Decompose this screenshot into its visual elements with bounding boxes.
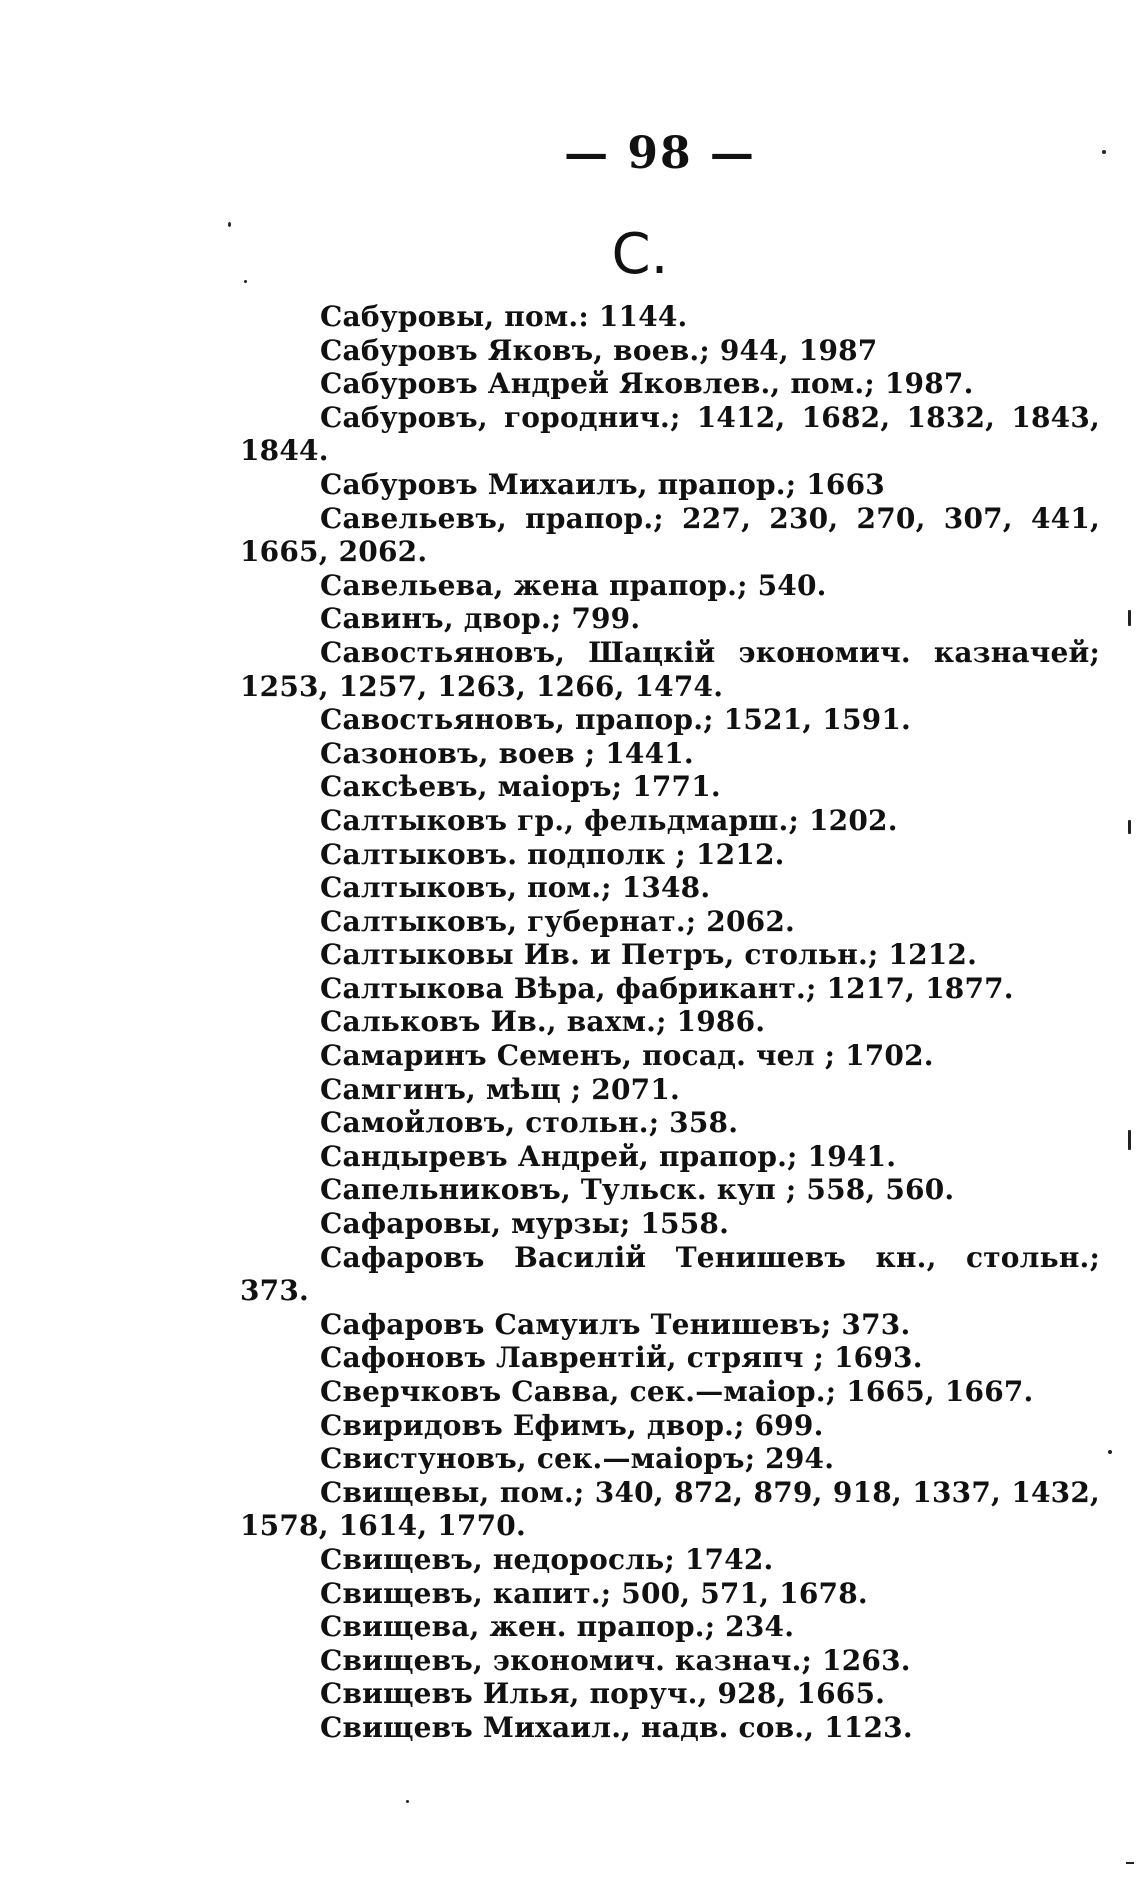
index-entry: Самаринъ Семенъ, посад. чел ; 1702. — [320, 1039, 934, 1073]
scan-speck — [1108, 1450, 1112, 1454]
index-entry: Сальковъ Ив., вахм.; 1986. — [320, 1005, 766, 1039]
section-heading: С. — [611, 222, 669, 287]
index-entry: Сафаровы, мурзы; 1558. — [320, 1207, 730, 1241]
index-entry: Свистуновъ, сек.—маіоръ; 294. — [320, 1442, 835, 1476]
scan-speck — [1128, 610, 1131, 626]
index-entry: Сапельниковъ, Тульск. куп ; 558, 560. — [320, 1173, 955, 1207]
index-entry: Салтыковъ гр., фельдмарш.; 1202. — [320, 803, 898, 837]
index-entry: Сабуровъ Михаилъ, прапор.; 1663 — [320, 467, 885, 501]
index-entry: Сафоновъ Лаврентій, стряпч ; 1693. — [320, 1341, 923, 1375]
index-entry: Сафаровъ Василій Тенишевъ кн., стольн.; 373. — [240, 1240, 1100, 1308]
index-entry: Сверчковъ Савва, сек.—маіор.; 1665, 1667. — [320, 1375, 1034, 1408]
scan-speck — [1102, 150, 1106, 154]
index-entry: Салтыковъ. подполк ; 1212. — [320, 837, 785, 871]
scan-speck — [1128, 1130, 1131, 1150]
scan-speck — [1126, 1862, 1134, 1864]
index-entry: Салтыкова Вѣра, фабрикант.; 1217, 1877. — [320, 971, 1014, 1005]
index-entry: Свищевъ, недоросль; 1742. — [320, 1542, 774, 1576]
index-entry: Сабуровы, пом.: 1144. — [320, 300, 688, 333]
index-entry: Салтыковъ, губернат.; 2062. — [320, 904, 795, 938]
index-entry: Свищевъ, экономич. казнач.; 1263. — [320, 1643, 911, 1677]
index-entry: Свищева, жен. прапор.; 234. — [320, 1610, 795, 1644]
index-entry: Савельева, жена прапор.; 540. — [320, 568, 827, 602]
index-entry: Саксѣевъ, маіоръ; 1771. — [320, 770, 721, 804]
scan-speck — [244, 280, 247, 283]
index-entry: Савинъ, двор.; 799. — [320, 602, 641, 636]
page-number: — 98 — — [564, 128, 756, 179]
index-entries — [240, 300, 1100, 1745]
index-entry: Савостьяновъ, Шацкій экономич. казначей; 1253, 1257, 1263, 1266, 1474. — [240, 635, 1100, 703]
index-entry: Самгинъ, мѣщ ; 2071. — [320, 1072, 680, 1106]
scan-speck — [228, 222, 231, 227]
index-entry: Савельевъ, прапор.; 227, 230, 270, 307, 441, 1665, 2062. — [240, 501, 1100, 569]
index-entry: Свиридовъ Ефимъ, двор.; 699. — [320, 1408, 824, 1442]
scan-speck — [406, 1800, 409, 1803]
index-entry: Салтыковъ, пом.; 1348. — [320, 871, 711, 905]
index-entry: Свищевъ, капит.; 500, 571, 1678. — [320, 1576, 868, 1610]
index-entry: Салтыковы Ив. и Петръ, стольн.; 1212. — [320, 938, 978, 972]
index-entry: Свищевъ Михаил., надв. сов., 1123. — [320, 1710, 913, 1744]
index-entry: Сабуровъ Андрей Яковлев., пом.; 1987. — [320, 367, 974, 401]
index-entry: Свищевъ Илья, поруч., 928, 1665. — [320, 1677, 886, 1711]
scan-speck — [1128, 820, 1131, 834]
index-entry: Сабуровъ, городнич.; 1412, 1682, 1832, 1843, 1844. — [240, 400, 1100, 468]
index-entry: Сазоновъ, воев ; 1441. — [320, 736, 694, 770]
index-entry: Свищевы, пом.; 340, 872, 879, 918, 1337, 1432, 1578, 1614, 1770. — [240, 1475, 1100, 1543]
index-entry: Сабуровъ Яковъ, воев.; 944, 1987 — [320, 333, 878, 367]
index-entry: Сандыревъ Андрей, прапор.; 1941. — [320, 1139, 897, 1173]
index-entry: Савостьяновъ, прапор.; 1521, 1591. — [320, 703, 911, 737]
index-entry: Сафаровъ Самуилъ Тенишевъ; 373. — [320, 1307, 911, 1341]
index-entry: Самойловъ, стольн.; 358. — [320, 1106, 739, 1140]
